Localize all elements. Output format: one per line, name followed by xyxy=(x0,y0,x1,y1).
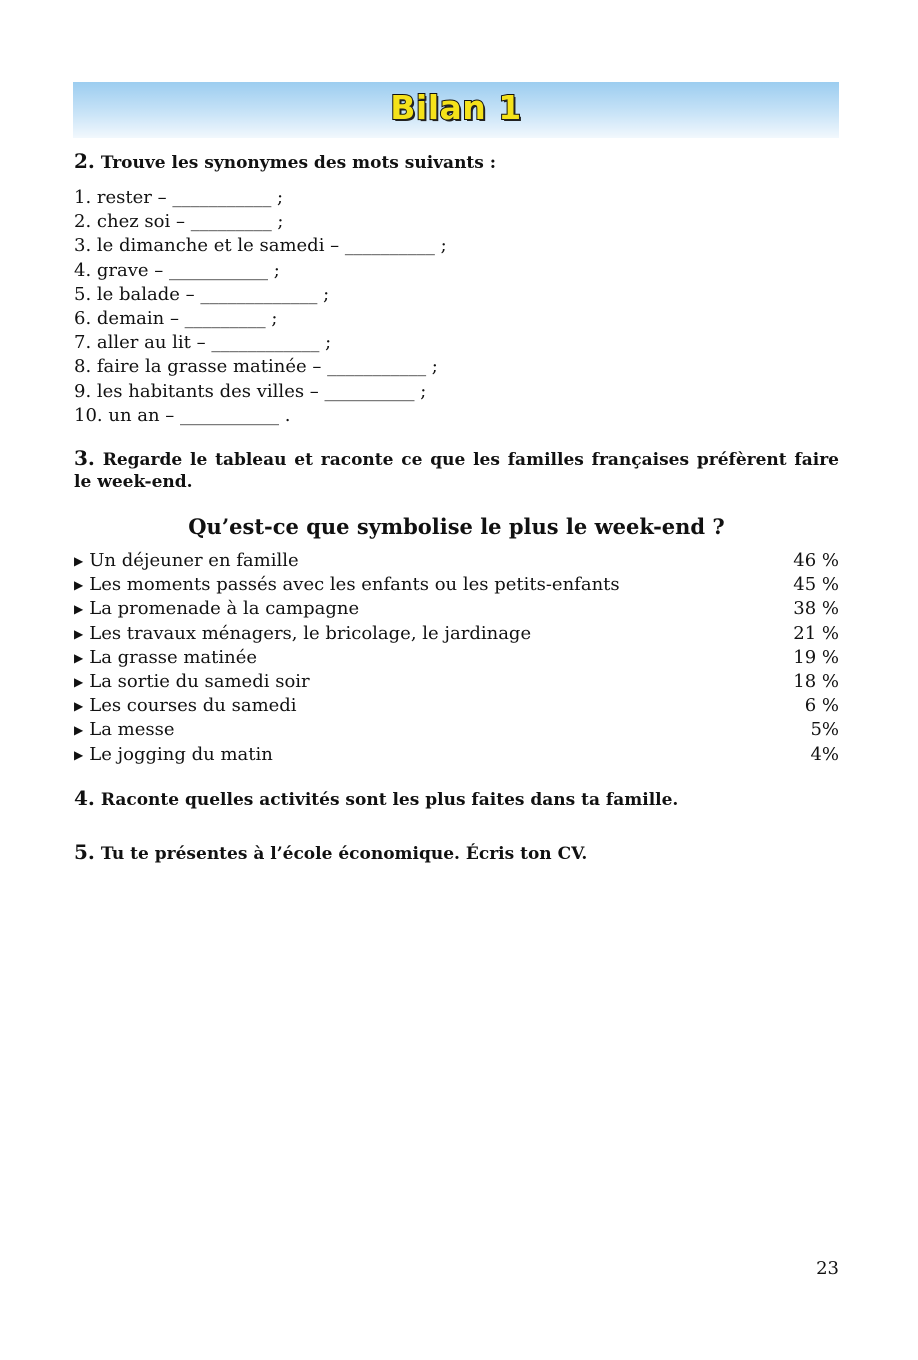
activity-label: Le jogging du matin xyxy=(89,743,273,765)
activity-label: La sortie du samedi soir xyxy=(89,670,310,692)
table-row xyxy=(74,573,839,597)
activity-label: Les travaux ménagers, le bricolage, le jardinage xyxy=(89,622,532,644)
exercise-4-text: Raconte quelles activités sont les plus faites dans ta famille. xyxy=(100,789,679,810)
activity-percent: 6 % xyxy=(804,695,839,717)
triangle-right-icon: ▶ xyxy=(74,578,84,593)
table-row xyxy=(74,743,839,767)
table-row-label xyxy=(74,549,299,574)
table-row xyxy=(74,646,839,670)
table-row-label xyxy=(74,670,310,695)
header-banner xyxy=(73,82,839,138)
table-row-label xyxy=(74,718,175,743)
activity-percent: 45 % xyxy=(793,574,839,596)
triangle-right-icon: ▶ xyxy=(74,723,84,738)
activity-label: Les courses du samedi xyxy=(89,695,297,717)
exercise-5-number: 5. xyxy=(74,839,95,864)
activity-percent: 5% xyxy=(810,719,839,741)
table-row-label xyxy=(74,597,359,622)
table-row-label xyxy=(74,743,273,768)
table-row-label xyxy=(74,646,257,671)
synonym-item: 3. le dimanche et le samedi – __________ ; xyxy=(74,235,447,257)
activity-percent: 46 % xyxy=(793,550,839,572)
table-row xyxy=(74,694,839,718)
weekend-table xyxy=(74,549,839,767)
activity-label: La messe xyxy=(89,719,175,741)
exercise-3-instruction xyxy=(74,447,839,493)
triangle-right-icon: ▶ xyxy=(74,650,84,665)
table-row xyxy=(74,622,839,646)
exercise-5-text: Tu te présentes à l’école économique. Écris ton CV. xyxy=(100,843,588,864)
exercise-4-number: 4. xyxy=(74,785,95,810)
synonym-item: 1. rester – ___________ ; xyxy=(74,187,284,208)
synonym-item: 9. les habitants des villes – __________ ; xyxy=(74,380,427,402)
table-title: Qu’est-ce que symbolise le plus le week-end ? xyxy=(188,514,725,540)
exercise-4-instruction xyxy=(74,787,839,811)
table-row xyxy=(74,718,839,742)
triangle-right-icon: ▶ xyxy=(74,602,84,617)
activity-label: La promenade à la campagne xyxy=(89,598,360,620)
triangle-right-icon: ▶ xyxy=(74,699,84,714)
activity-label: Un déjeuner en famille xyxy=(89,550,299,572)
exercise-2-number: 2. xyxy=(74,149,95,173)
activity-label: La grasse matinée xyxy=(89,646,258,668)
activity-percent: 21 % xyxy=(793,622,839,644)
synonym-item: 6. demain – _________ ; xyxy=(74,308,278,330)
synonym-item: 5. le balade – _____________ ; xyxy=(74,283,330,305)
synonym-item: 4. grave – ___________ ; xyxy=(74,259,280,281)
synonym-item: 2. chez soi – _________ ; xyxy=(74,211,284,233)
activity-percent: 18 % xyxy=(793,670,839,692)
synonym-item: 7. aller au lit – ____________ ; xyxy=(74,332,332,354)
exercise-2-text: Trouve les synonymes des mots suivants : xyxy=(100,153,497,173)
table-row-label xyxy=(74,573,620,598)
activity-percent: 19 % xyxy=(793,646,839,668)
exercise-5-instruction xyxy=(74,841,839,865)
triangle-right-icon: ▶ xyxy=(74,747,84,762)
table-row-label xyxy=(74,622,531,647)
triangle-right-icon: ▶ xyxy=(74,674,84,689)
synonym-item: 10. un an – ___________ . xyxy=(74,404,291,426)
synonym-list xyxy=(74,186,839,428)
table-row xyxy=(74,597,839,621)
triangle-right-icon: ▶ xyxy=(74,554,84,569)
table-row xyxy=(74,549,839,573)
page-content xyxy=(74,150,839,865)
page-number: 23 xyxy=(816,1258,839,1279)
exercise-3-text: Regarde le tableau et raconte ce que les familles françaises préfèrent faire le week-end. xyxy=(74,450,839,493)
table-row xyxy=(74,670,839,694)
triangle-right-icon: ▶ xyxy=(74,626,84,641)
activity-percent: 38 % xyxy=(793,598,839,620)
exercise-2-instruction xyxy=(74,150,839,174)
exercise-3-number: 3. xyxy=(74,446,95,471)
activity-percent: 4% xyxy=(810,743,839,765)
synonym-item: 8. faire la grasse matinée – ___________ ; xyxy=(74,356,438,378)
page-title: Bilan 1 xyxy=(390,88,522,127)
activity-label: Les moments passés avec les enfants ou les petits-enfants xyxy=(89,574,620,596)
table-row-label xyxy=(74,694,297,719)
